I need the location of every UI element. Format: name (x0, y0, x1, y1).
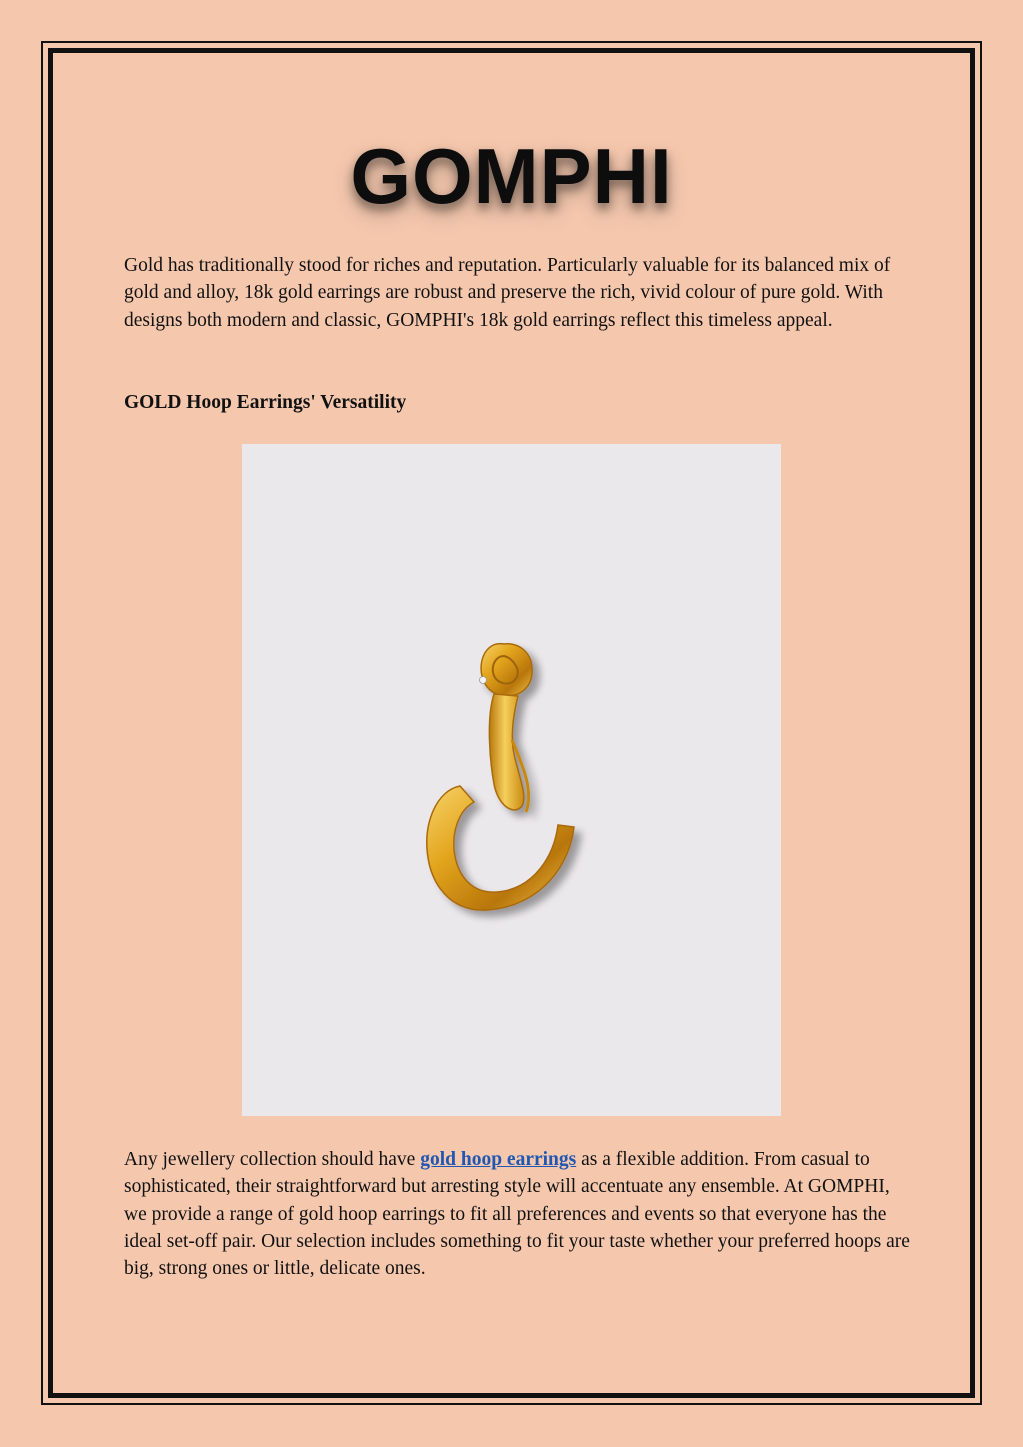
paragraph-text-before-link: Any jewellery collection should have (124, 1149, 421, 1170)
section-heading: GOLD Hoop Earrings' Versatility (124, 392, 407, 413)
gomphi-logo: GOMPHI (350, 132, 673, 220)
gold-hoop-earrings-link[interactable]: gold hoop earrings (420, 1149, 577, 1170)
intro-paragraph: Gold has traditionally stood for riches and reputation. Particularly valuable for its balanced mix of gold and alloy, 18k gold earrings are robust and preserve the rich, vivid colour of pure gold. With designs both modern and classic, GOMPHI's 18k gold earrings reflect this timeless appeal. (124, 255, 891, 331)
gold-hoop-earring-image (242, 444, 781, 1116)
paragraph-text-after-link: as a flexible addition. From casual to sophisticated, their straightforward but arresting style will accentuate any ensemble. At GOMPHI, we provide a range of gold hoop earrings to fit all preferences and events so that everyone has the ideal set-off pair. Our selection includes something to fit your taste whether your preferred hoops are big, strong ones or little, delicate ones. (124, 1149, 910, 1280)
gold-earring-illustration (242, 444, 781, 1116)
section-paragraph (124, 1146, 914, 1282)
